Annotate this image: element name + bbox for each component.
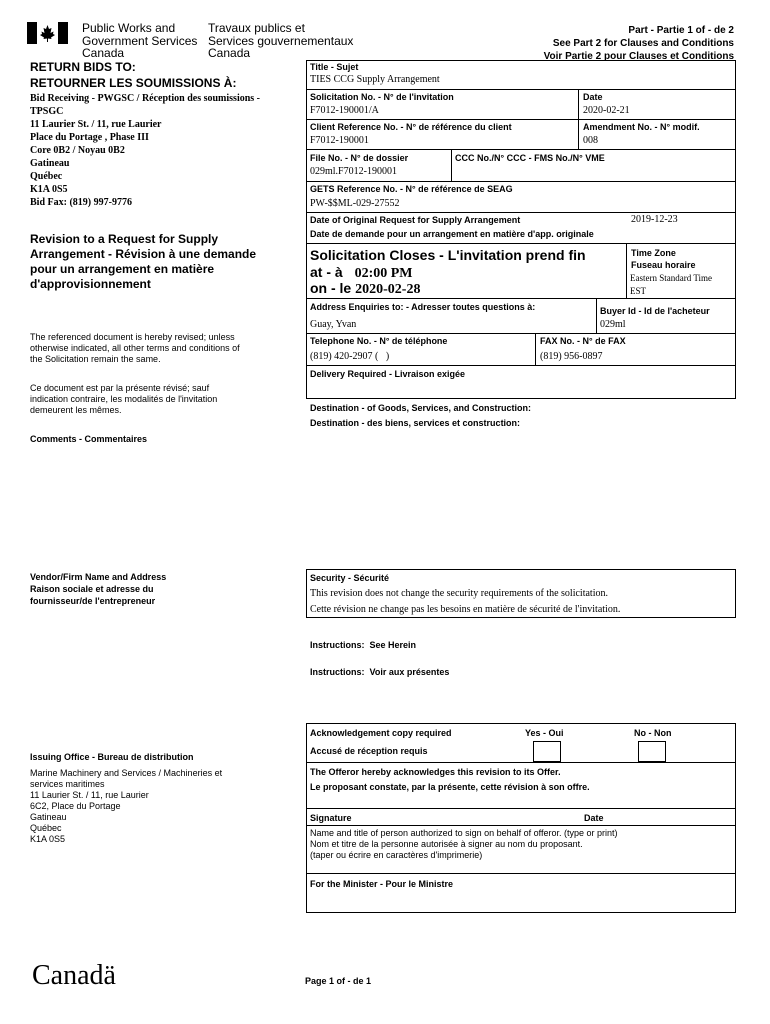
amendment-value: 008 bbox=[583, 135, 598, 146]
ack-label-en: Acknowledgement copy required bbox=[310, 728, 452, 738]
date-label: Date bbox=[583, 92, 603, 102]
yes-label: Yes - Oui bbox=[525, 728, 564, 738]
closes-date: 2020-02-28 bbox=[355, 282, 421, 297]
timezone-label: Time Zone Fuseau horaire bbox=[631, 248, 696, 270]
closes-at-prefix: at - à bbox=[310, 264, 343, 280]
return-bids-heading-fr: RETOURNER LES SOUMISSIONS À: bbox=[30, 76, 237, 90]
canada-flag-icon bbox=[27, 22, 68, 44]
security-text-fr: Cette révision ne change pas les besoins en matière de sécurité de l'invitation. bbox=[310, 604, 621, 615]
signature-date-label: Date bbox=[584, 813, 604, 823]
security-label: Security - Sécurité bbox=[310, 573, 390, 583]
file-value: 029ml.F7012-190001 bbox=[310, 166, 397, 177]
return-bids-address: Bid Receiving - PWGSC / Réception des soumissions - TPSGC 11 Laurier St. / 11, rue Laurier Place du Portage , Phase III Core 0B2 / Noyau 0B2 Gatineau Québec K1A 0S5 Bid Fax: (819) 997-9776 bbox=[30, 93, 261, 208]
return-bids-heading-en: RETURN BIDS TO: bbox=[30, 60, 136, 74]
gets-label: GETS Reference No. - N° de référence de SEAG bbox=[310, 184, 513, 194]
buyer-label: Buyer Id - Id de l'acheteur bbox=[600, 306, 710, 316]
fax-value: (819) 956-0897 bbox=[540, 351, 603, 362]
instructions-en: Instructions: See Herein bbox=[310, 640, 417, 650]
timezone-value: Eastern Standard Time EST bbox=[630, 273, 712, 296]
closes-on-prefix: on - le bbox=[310, 280, 352, 296]
enquiries-label: Address Enquiries to: - Adresser toutes questions à: bbox=[310, 302, 536, 312]
closes-date-line bbox=[310, 280, 420, 298]
signature-field[interactable] bbox=[306, 808, 736, 825]
gov-title-en: Public Works and Government Services Canada bbox=[82, 21, 198, 60]
name-title-instructions: Name and title of person authorized to sign on behalf of offeror. (type or print) Nom et titre de la personne autorisée à signer au nom du proposant. (taper ou écrire en caractères d'imprimerie) bbox=[310, 828, 618, 860]
client-ref-label: Client Reference No. - N° de référence du client bbox=[310, 122, 512, 132]
page-number: Page 1 of - de 1 bbox=[305, 976, 372, 986]
offeror-text-en: The Offeror hereby acknowledges this revision to its Offer. bbox=[310, 767, 561, 777]
title-label: Title - Sujet bbox=[310, 62, 359, 72]
yes-checkbox[interactable] bbox=[533, 741, 561, 762]
solicitation-value: F7012-190001/A bbox=[310, 105, 379, 116]
offeror-text-fr: Le proposant constate, par la présente, cette révision à son offre. bbox=[310, 782, 590, 792]
minister-label: For the Minister - Pour le Ministre bbox=[310, 879, 454, 889]
canada-wordmark: Canadä bbox=[32, 960, 116, 991]
amendment-label: Amendment No. - N° modif. bbox=[583, 122, 700, 132]
gets-value: PW-$$ML-029-27552 bbox=[310, 198, 400, 209]
gov-title-fr: Travaux publics et Services gouvernementaux Canada bbox=[208, 21, 354, 60]
comments-label: Comments - Commentaires bbox=[30, 434, 148, 444]
closes-time: 02:00 PM bbox=[354, 266, 413, 281]
instructions-fr: Instructions: Voir aux présentes bbox=[310, 667, 450, 677]
fax-label: FAX No. - N° de FAX bbox=[540, 336, 626, 346]
file-label: File No. - N° de dossier bbox=[310, 153, 409, 163]
ack-label-fr: Accusé de réception requis bbox=[310, 746, 428, 756]
destination-label-en: Destination - of Goods, Services, and Construction: bbox=[310, 403, 532, 413]
enquiries-value: Guay, Yvan bbox=[310, 319, 357, 330]
client-ref-value: F7012-190001 bbox=[310, 135, 369, 146]
closes-line1: Solicitation Closes - L'invitation prend fin bbox=[310, 247, 586, 263]
part-indicator: Part - Partie 1 of - de 2 See Part 2 for Clauses and Conditions Voir Partie 2 pour Clauses et Conditions bbox=[543, 25, 734, 62]
phone-value: (819) 420-2907 ( ) bbox=[310, 351, 390, 362]
destination-label-fr: Destination - des biens, services et construction: bbox=[310, 418, 521, 428]
phone-label: Telephone No. - N° de téléphone bbox=[310, 336, 448, 346]
buyer-value: 029ml bbox=[600, 319, 626, 330]
signature-label: Signature bbox=[310, 813, 352, 823]
delivery-label: Delivery Required - Livraison exigée bbox=[310, 369, 466, 379]
ccc-label: CCC No./N° CCC - FMS No./N° VME bbox=[455, 153, 605, 163]
no-checkbox[interactable] bbox=[638, 741, 666, 762]
revision-title: Revision to a Request for Supply Arrangement - Révision à une demande pour un arrangement en matière d'approvisionnement bbox=[30, 232, 257, 291]
title-value: TIES CCG Supply Arrangement bbox=[310, 74, 440, 85]
issuing-office-address: Marine Machinery and Services / Machineries et services maritimes 11 Laurier St. / 11, rue Laurier 6C2, Place du Portage Gatineau Québec K1A 0S5 bbox=[30, 768, 223, 844]
no-label: No - Non bbox=[634, 728, 672, 738]
solicitation-label: Solicitation No. - N° de l'invitation bbox=[310, 92, 454, 102]
revision-note-en: The referenced document is hereby revised; unless otherwise indicated, all other terms and conditions of the Solicitation remain the same. bbox=[30, 332, 240, 364]
orig-date-label-en: Date of Original Request for Supply Arrangement bbox=[310, 215, 521, 225]
issuing-office-label: Issuing Office - Bureau de distribution bbox=[30, 752, 194, 762]
orig-date-label-fr: Date de demande pour un arrangement en matière d'app. originale bbox=[310, 229, 594, 239]
orig-date-value: 2019-12-23 bbox=[631, 214, 678, 225]
date-value: 2020-02-21 bbox=[583, 105, 630, 116]
security-text-en: This revision does not change the security requirements of the solicitation. bbox=[310, 588, 608, 599]
vendor-label: Vendor/Firm Name and Address Raison sociale et adresse du fournisseur/de l'entrepreneur bbox=[30, 572, 167, 606]
revision-note-fr: Ce document est par la présente révisé; sauf indication contraire, les modalités de l'invitation demeurent les mêmes. bbox=[30, 383, 218, 415]
